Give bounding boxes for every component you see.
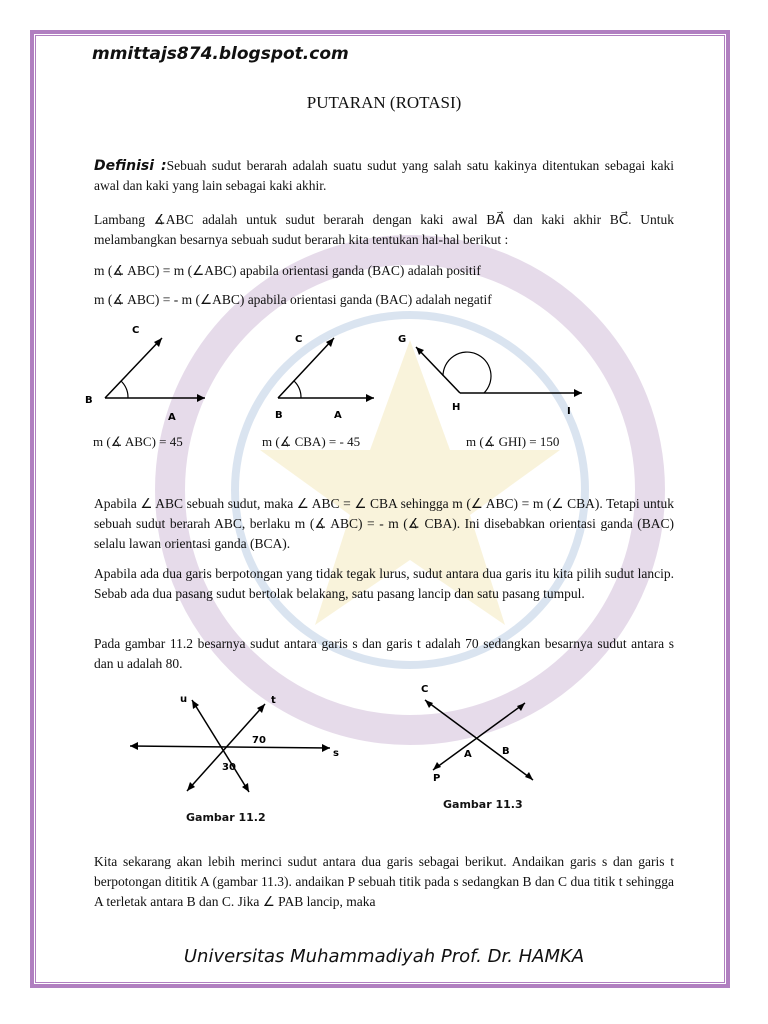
- label-h: H: [452, 402, 461, 413]
- label-t: t: [271, 695, 276, 706]
- label-a: A: [464, 749, 472, 760]
- paragraph-7: Kita sekarang akan lebih merinci sudut antara dua garis sebagai berikut. Andaikan garis s dan garis t berpotongan dititik A (gambar 11.3). andaikan P sebuah titik pada s sedangkan B dan C dua titik t sehingga A terletak antara B dan C. Jika ∠ PAB lancip, maka: [94, 854, 674, 909]
- label-c: C: [421, 684, 429, 695]
- ray-bc: [105, 338, 162, 398]
- arrowhead-a: [366, 394, 374, 402]
- ray-bc: [278, 338, 334, 398]
- arrowhead-i: [574, 389, 582, 397]
- angle-value-cba: m (∡ CBA) = - 45: [262, 434, 361, 449]
- figure-angle-abc: [80, 320, 230, 430]
- label-c: C: [132, 325, 140, 336]
- caption-gambar-11-2: Gambar 11.2: [186, 811, 266, 824]
- paragraph-3: m (∡ ABC) = - m (∠ABC) apabila orientasi ganda (BAC) adalah negatif: [94, 292, 492, 307]
- ray-hg: [416, 347, 460, 393]
- paragraph-6: Pada gambar 11.2 besarnya sudut antara garis s dan garis t adalah 70 sedangkan besarnya sudut antara s dan u adalah 80.: [94, 636, 674, 671]
- label-u: u: [180, 694, 188, 705]
- definition-text: Sebuah sudut berarah adalah suatu sudut yang salah satu kakinya ditentukan sebagai kaki awal dan kaki yang lain sebagai kaki akhir.: [94, 158, 674, 193]
- paragraph-1: Lambang ∡ABC adalah untuk sudut berarah dengan kaki awal BA⃗ dan kaki akhir BC⃗. Untuk melambangkan besarnya sebuah sudut berarah kita tentukan hal-hal berikut :: [94, 212, 674, 247]
- footer-university: Universitas Muhammadiyah Prof. Dr. HAMKA: [183, 946, 585, 967]
- angle-value-ghi: m (∡ GHI) = 150: [466, 434, 560, 449]
- definition-paragraph: [94, 156, 674, 196]
- label-a: A: [334, 410, 342, 421]
- page-title: PUTARAN (ROTASI): [306, 93, 462, 112]
- blog-url: mmittajs874.blogspot.com: [92, 44, 349, 64]
- paragraph-2: m (∡ ABC) = m (∠ABC) apabila orientasi ganda (BAC) adalah positif: [94, 263, 481, 278]
- figure-gambar-11-3: [405, 675, 555, 795]
- label-b: B: [85, 395, 93, 406]
- label-s: s: [333, 748, 339, 759]
- label-30: 30: [222, 762, 236, 773]
- label-g: G: [398, 334, 407, 345]
- label-70: 70: [252, 735, 266, 746]
- figure-angle-ghi: [390, 320, 600, 430]
- label-i: I: [567, 406, 571, 417]
- arrowhead-a: [197, 394, 205, 402]
- line-s: [433, 703, 525, 770]
- label-b: B: [502, 746, 510, 757]
- figure-gambar-11-2: [125, 688, 355, 808]
- angle-arc: [121, 381, 128, 398]
- angle-arc: [294, 381, 301, 398]
- figure-angle-cba: [262, 320, 392, 430]
- paragraph-5: Apabila ada dua garis berpotongan yang tidak tegak lurus, sudut antara dua garis itu kita pilih sudut lancip. Sebab ada dua pasang sudut bertolak belakang, satu pasang lancip dan satu pasang tumpul.: [94, 566, 674, 601]
- definition-label: Definisi :: [94, 158, 167, 174]
- angle-arc: [443, 352, 491, 393]
- line-t: [425, 700, 533, 780]
- line-s: [130, 746, 330, 748]
- label-b: B: [275, 410, 283, 421]
- caption-gambar-11-3: Gambar 11.3: [443, 798, 523, 811]
- label-c: C: [295, 334, 303, 345]
- label-p: P: [433, 773, 441, 784]
- paragraph-4: Apabila ∠ ABC sebuah sudut, maka ∠ ABC = ∠ CBA sehingga m (∠ ABC) = m (∠ CBA). Tetapi untuk sebuah sudut berarah ABC, berlaku m (∡ ABC) = - m (∡ CBA). Ini disebabkan orientasi ganda (BAC) selalu lawan orientasi ganda (BCA).: [94, 496, 674, 551]
- label-a: A: [168, 412, 176, 423]
- angle-value-abc: m (∡ ABC) = 45: [93, 434, 183, 449]
